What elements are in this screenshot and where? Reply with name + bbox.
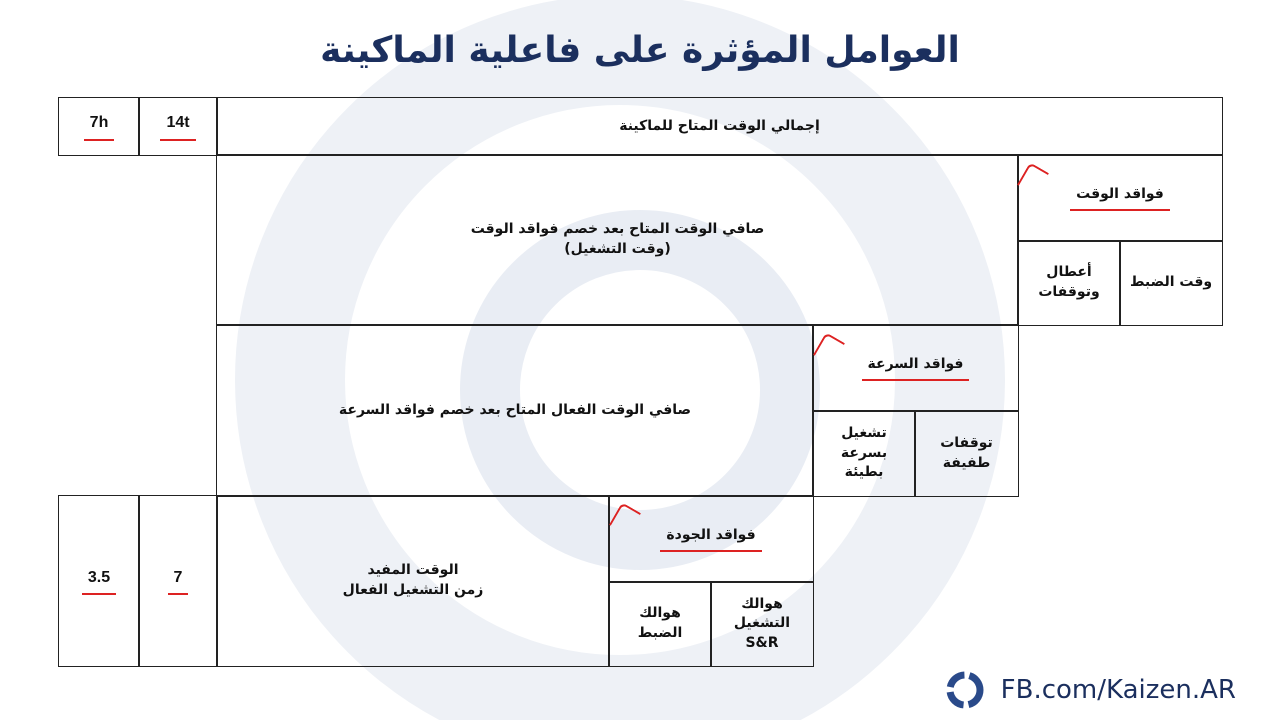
footer <box>943 668 1236 712</box>
breakdowns-cell: أعطال وتوقفات <box>1017 240 1121 326</box>
tons-cell-useful: 7 <box>138 495 218 667</box>
setup-time-cell: وقت الضبط <box>1119 240 1223 326</box>
hours-cell-useful: 3.5 <box>58 495 140 667</box>
hours-cell: 7h <box>58 97 140 156</box>
useful-time-cell: الوقت المفيد زمن التشغيل الفعال <box>216 495 610 667</box>
total-time-cell: إجمالي الوقت المتاح للماكينة <box>216 97 1223 156</box>
tons-cell: 14t <box>138 97 218 156</box>
setup-scrap-cell: هوالك الضبط <box>608 581 712 667</box>
page-title: العوامل المؤثرة على فاعلية الماكينة <box>320 30 960 71</box>
speed-losses-header: فواقد السرعة <box>812 324 1019 412</box>
quality-losses-header: فواقد الجودة <box>608 495 814 583</box>
facebook-link[interactable]: FB.com/Kaizen.AR <box>1000 675 1236 705</box>
circular-arrows-logo-icon <box>943 668 987 712</box>
operating-scrap-cell: هوالك التشغيل S&R <box>710 581 814 667</box>
net-effective-time-cell: صافي الوقت الفعال المتاح بعد خصم فواقد السرعة <box>216 324 814 497</box>
minor-stops-cell: توقفات طفيفة <box>914 410 1019 497</box>
time-losses-header: فواقد الوقت <box>1017 154 1223 242</box>
operating-time-cell: صافي الوقت المتاح بعد خصم فواقد الوقت (وقت التشغيل) <box>216 154 1019 326</box>
slow-speed-cell: تشغيل بسرعة بطيئة <box>812 410 916 497</box>
